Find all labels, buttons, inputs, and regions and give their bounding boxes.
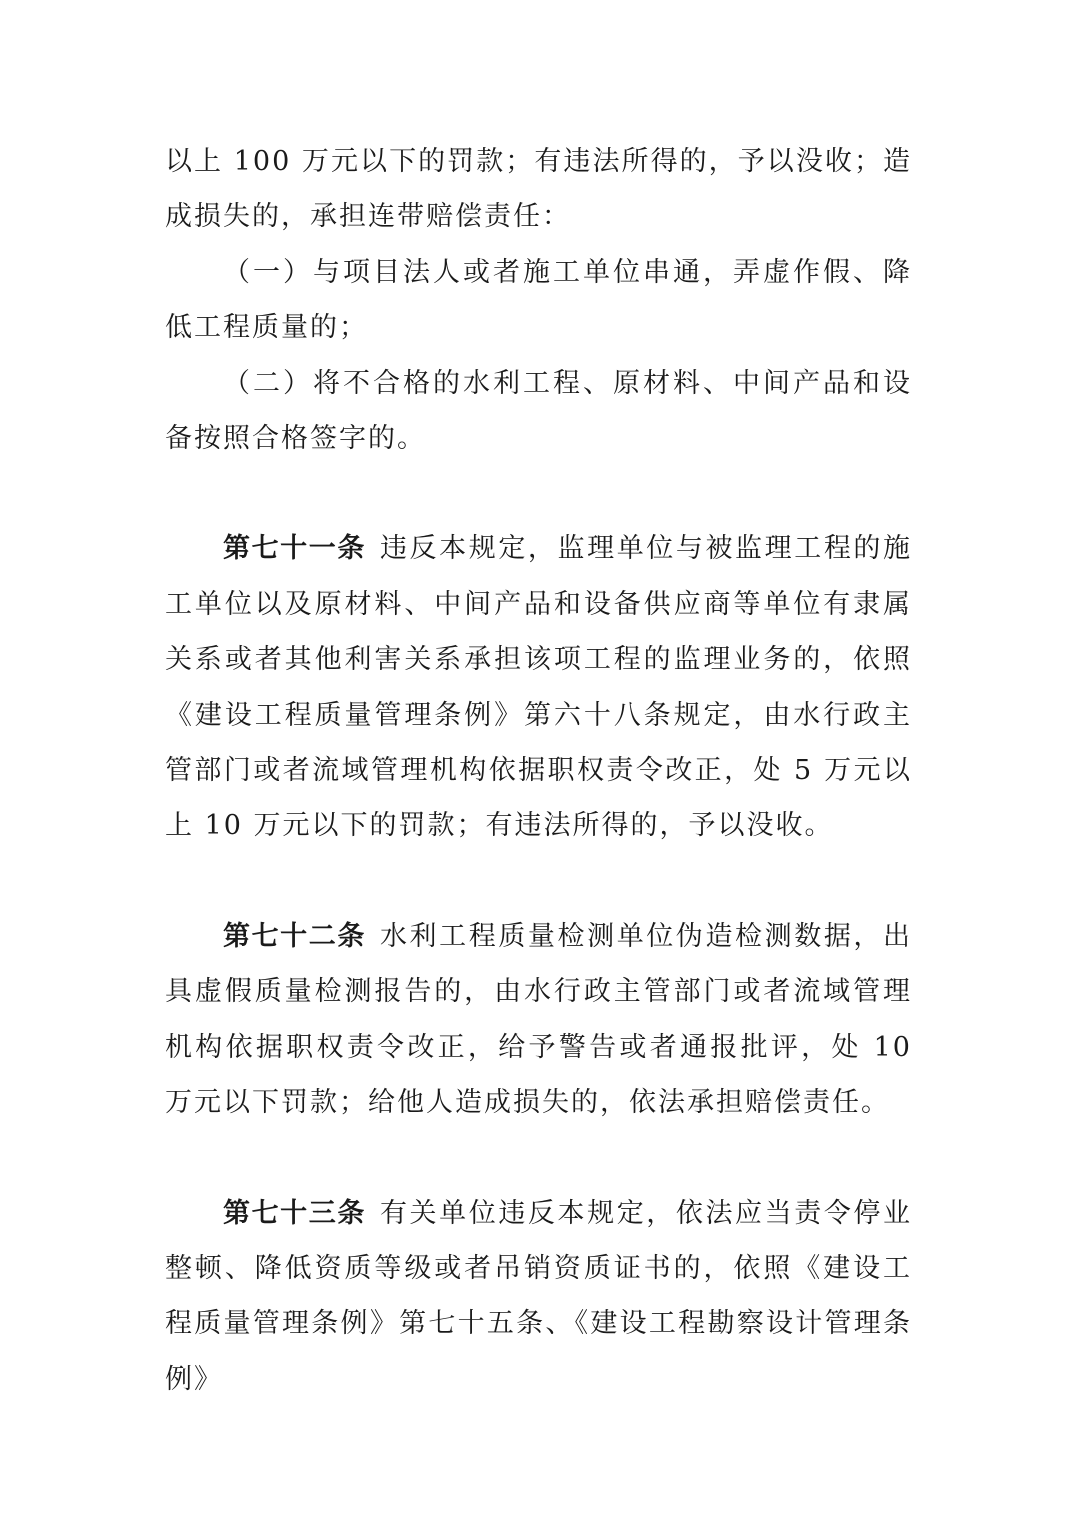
article-71 <box>165 521 912 853</box>
article-72 <box>165 909 912 1131</box>
clause-item-1: （一）与项目法人或者施工单位串通，弄虚作假、降低工程质量的； <box>165 256 912 344</box>
article-text: 有关单位违反本规定，依法应当责令停业整顿、降低资质等级或者吊销资质证书的，依照《建设工程质量管理条例》第七十五条、《建设工程勘察设计管理条例》 <box>165 1197 913 1395</box>
article-number: 第七十一条 <box>223 533 366 565</box>
clause-item-2: （二）将不合格的水利工程、原材料、中间产品和设备按照合格签字的。 <box>165 367 912 455</box>
paragraph-continuation: 以上 100 万元以下的罚款；有违法所得的，予以没收；造成损失的，承担连带赔偿责任： <box>165 146 912 233</box>
article-text: 水利工程质量检测单位伪造检测数据，出具虚假质量检测报告的，由水行政主管部门或者流域管理机构依据职权责令改正，给予警告或者通报批评，处 10 万元以下罚款；给他人造成损失的，依法承担赔偿责任。 <box>165 920 913 1119</box>
article-number: 第七十三条 <box>223 1197 366 1229</box>
article-number: 第七十二条 <box>223 920 366 952</box>
article-73 <box>165 1186 912 1408</box>
document-body <box>165 134 912 1407</box>
article-text: 违反本规定，监理单位与被监理工程的施工单位以及原材料、中间产品和设备供应商等单位有隶属关系或者其他利害关系承担该项工程的监理业务的，依照《建设工程质量管理条例》第六十八条规定，由水行政主管部门或者流域管理机构依据职权责令改正，处 5 万元以上 10 万元以下的罚款；有违法所得的，予以没收。 <box>165 533 913 842</box>
